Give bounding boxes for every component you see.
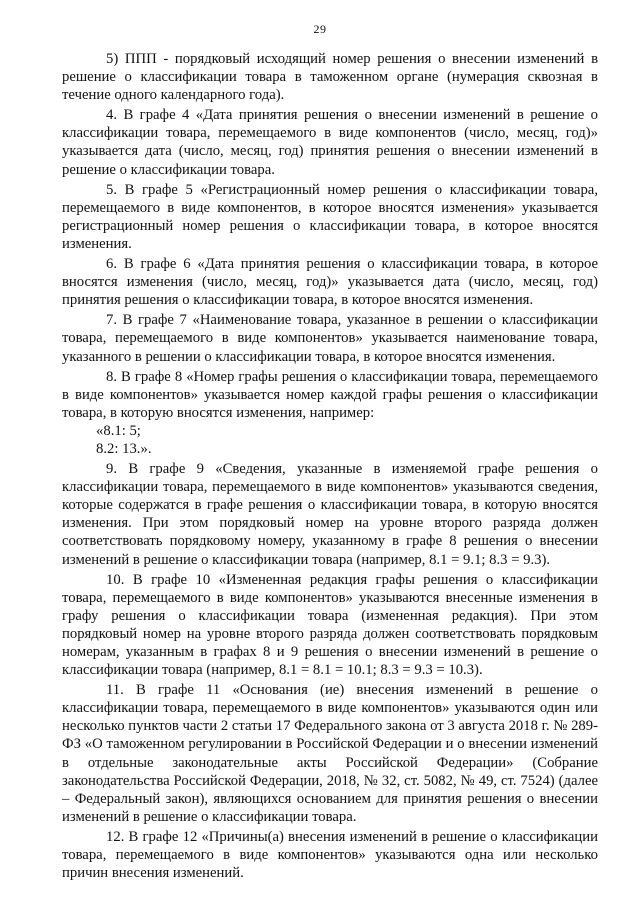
paragraph-field-7: 7. В графе 7 «Наименование товара, указанное в решении о классификации товара, перемещаемого в виде компонентов» указывается наименование товара, указанного в решении о классификации товара, в которое вносятся изменения. <box>62 312 598 365</box>
paragraph-field-10: 10. В графе 10 «Измененная редакция графы решения о классификации товара, перемещаемого в виде компонентов» указываются внесенные изменения в графу решения о классификации товара (измененная редакция). При этом порядковый номер на уровне второго разряда должен соответствовать порядковым номерам, указанным в графах 8 и 9 решения о внесении изменений в решение о классификации товара (например, 8.1 = 8.1 = 10.1; 8.3 = 9.3 = 10.3). <box>62 571 598 679</box>
example-line: «8.1: 5; <box>96 422 141 439</box>
paragraph-field-12: 12. В графе 12 «Причины(а) внесения изменений в решение о классификации товара, перемещаемого в виде компонентов» указываются одна или несколько причин внесения изменений. <box>62 828 598 882</box>
paragraph-item-5-ppp: 5) ППП - порядковый исходящий номер решения о внесении изменений в решение о классификации товара в таможенном органе (нумерация сквозная в течение одного календарного года). <box>62 51 598 104</box>
example-line: 8.2: 13.». <box>96 440 152 457</box>
paragraph-field-5: 5. В графе 5 «Регистрационный номер решения о классификации товара, перемещаемого в виде компонентов, в которое вносятся изменения» указывается регистрационный номер решения о классификации товара, в которое вносятся изменения. <box>62 181 598 252</box>
paragraph-field-8: 8. В графе 8 «Номер графы решения о классификации товара, перемещаемого в виде компонентов» указывается номер каждой графы решения о классификации товара, в которую вносятся изменения, например: <box>62 368 598 421</box>
paragraph-field-11: 11. В графе 11 «Основания (ие) внесения изменений в решение о классификации товара, перемещаемого в виде компонентов» указываются один или несколько пунктов части 2 статьи 17 Федерального закона от 3 августа 2018 г. № 289-ФЗ «О таможенном регулировании в Российской Федерации и о внесении изменений в отдельные законодательные акты Российской Федерации» (Собрание законодательства Российской Федерации, 2018, № 32, ст. 5082, № 49, ст. 7524) (далее – Федеральный закон), являющихся основанием для принятия решения о внесении изменений в решение о классификации товара. <box>62 682 598 825</box>
paragraph-field-6: 6. В графе 6 «Дата принятия решения о классификации товара, в которое вносятся изменения (число, месяц, год)» указывается дата (число, месяц, год) принятия решения о классификации товара, в которое вносятся изменения. <box>62 256 598 309</box>
paragraph-field-9: 9. В графе 9 «Сведения, указанные в изменяемой графе решения о классификации товара, перемещаемого в виде компонентов» указываются сведения, которые содержатся в графе решения о классификации товара, в которую вносятся изменения. При этом порядковый номер на уровне второго разряда должен соответствовать порядковому номеру, указанному в графе 8 решения о внесении изменений в решение о классификации товара (например, 8.1 = 9.1; 8.3 = 9.3). <box>62 461 598 568</box>
paragraph-field-4: 4. В графе 4 «Дата принятия решения о внесении изменений в решение о классификации товара, перемещаемого в виде компонентов (число, месяц, год)» указывается дата (число, месяц, год) принятия решения о внесении изменений в решение о классификации товара. <box>62 107 598 178</box>
page-number: 29 <box>313 22 327 36</box>
document-body <box>62 50 598 882</box>
